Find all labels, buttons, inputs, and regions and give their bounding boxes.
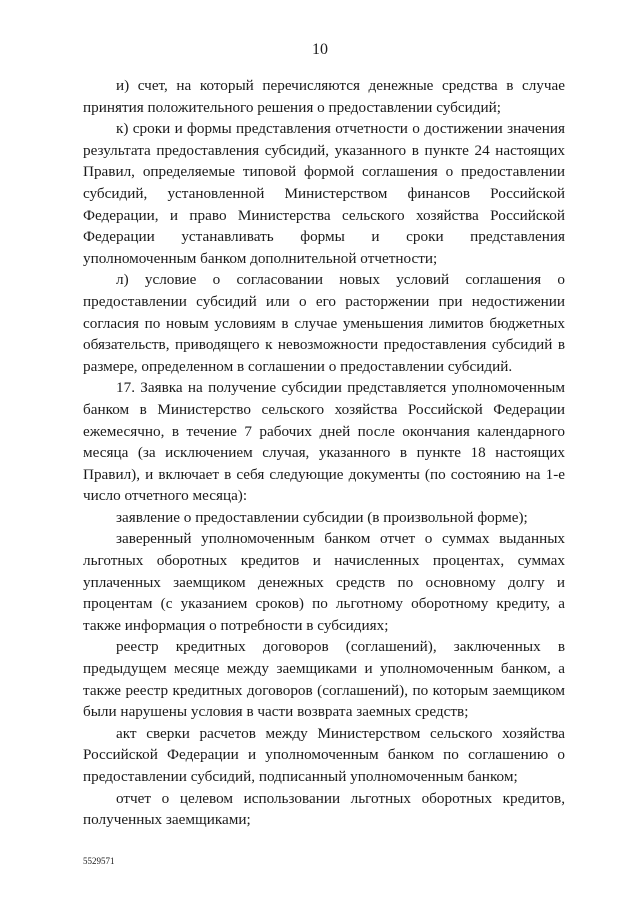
paragraph-loan-registry: реестр кредитных договоров (соглашений), заключенных в предыдущем месяце между заемщиками и уполномоченным банком, а также реестр кредитных договоров (соглашений), по которым заемщиком были нарушены условия в части возврата заемных средств; — [83, 638, 565, 721]
paragraph-bank-report: заверенный уполномоченным банком отчет о суммах выданных льготных оборотных кредитов и начисленных процентах, суммах уплаченных заемщиком денежных средств по основному долгу и процентам (с указанием сроков) по льготному оборотному кредиту, а также информация о потребности в субсидиях; — [83, 530, 565, 634]
document-code: 5529571 — [83, 856, 115, 866]
paragraph-item-i: и) счет, на который перечисляются денежные средства в случае принятия положительного решения о предоставлении субсидий; — [83, 77, 565, 116]
paragraph-clause-17: 17. Заявка на получение субсидии представляется уполномоченным банком в Министерство сельского хозяйства Российской Федерации ежемесячно, в течение 7 рабочих дней после окончания календарного месяца (за исключением случая, указанного в пункте 18 настоящих Правил), и включает в себя следующие документы (по состоянию на 1-е число отчетного месяца): — [83, 379, 565, 505]
paragraph-reconciliation-act: акт сверки расчетов между Министерством сельского хозяйства Российской Федерации и уполномоченным банком по соглашению о предоставлении субсидий, подписанный уполномоченным банком; — [83, 724, 565, 785]
page-number: 10 — [312, 41, 328, 58]
paragraph-item-k: к) сроки и формы представления отчетности о достижении значения результата предоставления субсидий, указанного в пункте 24 настоящих Правил, определяемые типовой формой соглашения о предоставлении субсидий, установленной Министерством финансов Российской Федерации, и право Министерства сельского хозяйства Российской Федерации устанавливать формы и сроки представления уполномоченным банком дополнительной отчетности; — [83, 120, 565, 267]
paragraph-item-l: л) условие о согласовании новых условий соглашения о предоставлении субсидий или о его расторжении при недостижении согласия по новым условиям в случае уменьшения лимитов бюджетных обязательств, приводящего к невозможности предоставления субсидий в размере, определенном в соглашении о предоставлении субсидий. — [83, 271, 565, 375]
paragraph-usage-report: отчет о целевом использовании льготных оборотных кредитов, полученных заемщиками; — [83, 789, 565, 829]
paragraph-subsidy-application: заявление о предоставлении субсидии (в произвольной форме); — [116, 508, 528, 526]
document-body — [83, 75, 565, 831]
